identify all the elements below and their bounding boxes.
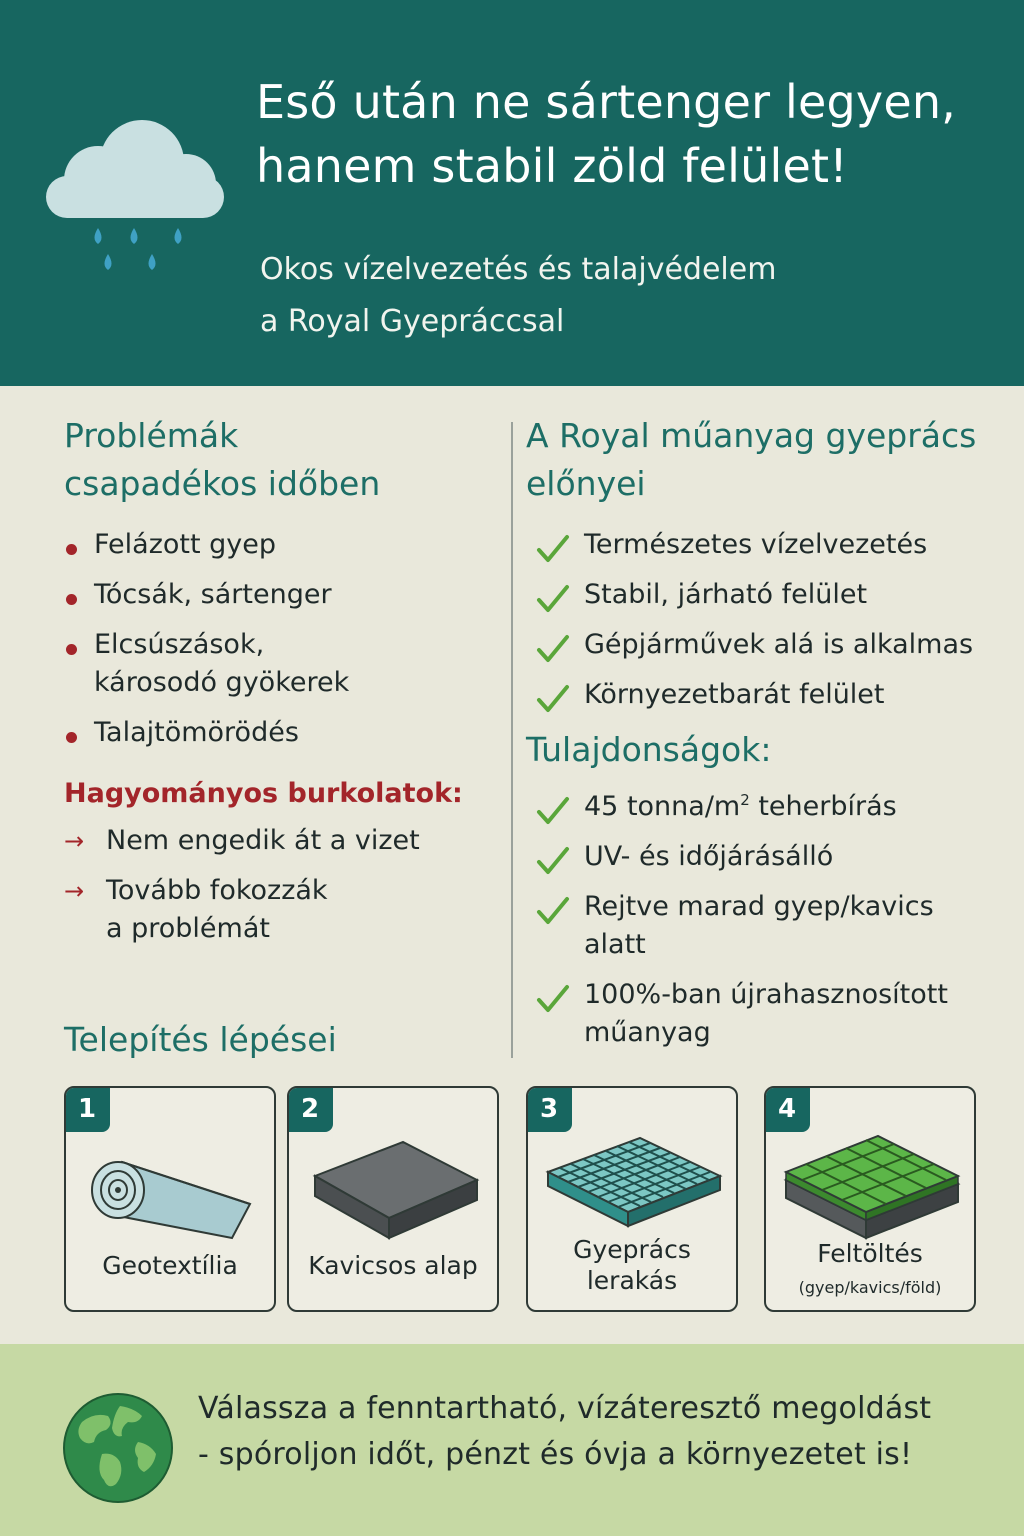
traditional-text: Nem engedik át a vizet bbox=[106, 825, 420, 856]
footer-line-1: Válassza a fenntartható, vízáteresztő megoldást bbox=[198, 1391, 932, 1426]
benefits-list bbox=[526, 526, 1016, 714]
traditional-text-line-2: a problémát bbox=[106, 913, 270, 944]
step-number: 3 bbox=[526, 1086, 572, 1132]
load-superscript: 2 bbox=[740, 791, 750, 809]
checkmark-icon bbox=[536, 532, 570, 566]
bullet-dot-icon bbox=[66, 644, 77, 655]
step-card-1 bbox=[64, 1086, 276, 1312]
benefit-text: Környezetbarát felület bbox=[584, 679, 885, 710]
benefit-text: Természetes vízelvezetés bbox=[584, 529, 928, 560]
bullet-dot-icon bbox=[66, 544, 77, 555]
traditional-text: Tovább fokozzák bbox=[106, 875, 328, 906]
gravel-base-icon bbox=[305, 1134, 485, 1244]
step-card-3 bbox=[526, 1086, 738, 1312]
title-line-2: hanem stabil zöld felület! bbox=[256, 139, 848, 193]
problems-heading bbox=[64, 412, 504, 508]
problem-text: Tócsák, sártenger bbox=[94, 579, 332, 610]
list-item bbox=[526, 676, 1016, 714]
problems-heading-line-2: csapadékos időben bbox=[64, 464, 381, 503]
step-label-note: (gyep/kavics/föld) bbox=[798, 1278, 942, 1297]
list-item bbox=[526, 576, 1016, 614]
checkmark-icon bbox=[536, 844, 570, 878]
step-label: Kavicsos alap bbox=[308, 1251, 478, 1280]
arrow-right-icon: → bbox=[64, 877, 85, 905]
checkmark-icon bbox=[536, 894, 570, 928]
footer-message bbox=[198, 1386, 1008, 1478]
problem-text: Elcsúszások, bbox=[94, 629, 265, 660]
checkmark-icon bbox=[536, 794, 570, 828]
properties-heading: Tulajdonságok: bbox=[526, 730, 772, 769]
list-item bbox=[526, 838, 1016, 876]
subtitle-line-2: a Royal Gyepráccsal bbox=[260, 304, 565, 339]
load-value: 45 tonna/m bbox=[584, 791, 741, 822]
load-suffix: teherbírás bbox=[749, 791, 897, 822]
step-label bbox=[766, 1238, 974, 1300]
list-item bbox=[526, 888, 1016, 964]
benefit-text: Gépjárművek alá is alkalmas bbox=[584, 629, 974, 660]
list-item bbox=[64, 872, 504, 948]
list-item bbox=[64, 714, 504, 752]
property-text-line-2: műanyag bbox=[584, 1017, 711, 1048]
problems-list bbox=[64, 526, 504, 752]
benefits-heading bbox=[526, 412, 1016, 508]
list-item bbox=[64, 526, 504, 564]
checkmark-icon bbox=[536, 582, 570, 616]
title-line-1: Eső után ne sártenger legyen, bbox=[256, 75, 957, 129]
footer-banner bbox=[0, 1344, 1024, 1536]
step-label-line-1: Feltöltés bbox=[817, 1239, 923, 1268]
left-column bbox=[64, 412, 504, 960]
globe-icon bbox=[62, 1392, 174, 1504]
step-number: 4 bbox=[764, 1086, 810, 1132]
step-label bbox=[528, 1234, 736, 1296]
traditional-heading: Hagyományos burkolatok: bbox=[64, 778, 463, 809]
geotextile-roll-icon bbox=[82, 1134, 262, 1244]
step-card-2 bbox=[287, 1086, 499, 1312]
footer-line-2: - spóroljon időt, pénzt és óvja a környezetet is! bbox=[198, 1437, 913, 1472]
rain-cloud-icon bbox=[40, 118, 230, 288]
list-item bbox=[526, 526, 1016, 564]
benefit-text: Stabil, járható felület bbox=[584, 579, 868, 610]
list-item bbox=[526, 976, 1016, 1052]
header-banner bbox=[0, 0, 1024, 386]
list-item bbox=[64, 576, 504, 614]
traditional-list bbox=[64, 822, 504, 948]
property-text-line-2: alatt bbox=[584, 929, 646, 960]
step-number: 2 bbox=[287, 1086, 333, 1132]
subtitle-line-1: Okos vízelvezetés és talajvédelem bbox=[260, 252, 777, 287]
step-number: 1 bbox=[64, 1086, 110, 1132]
column-divider bbox=[511, 422, 513, 1058]
subtitle bbox=[260, 244, 1000, 348]
properties-list bbox=[526, 788, 1016, 1052]
bullet-dot-icon bbox=[66, 732, 77, 743]
right-column bbox=[526, 412, 1016, 1064]
problem-text-line-2: károsodó gyökerek bbox=[94, 667, 350, 698]
steps-heading: Telepítés lépései bbox=[64, 1020, 337, 1059]
step-label: Geotextília bbox=[102, 1251, 238, 1280]
property-text: Rejtve marad gyep/kavics bbox=[584, 891, 934, 922]
grass-fill-icon bbox=[782, 1134, 962, 1244]
step-label-line-2: lerakás bbox=[586, 1266, 678, 1295]
property-text: 100%-ban újrahasznosított bbox=[584, 979, 948, 1010]
arrow-right-icon: → bbox=[64, 827, 85, 855]
problems-heading-line-1: Problémák bbox=[64, 416, 239, 455]
step-card-4 bbox=[764, 1086, 976, 1312]
list-item bbox=[526, 626, 1016, 664]
problem-text: Talajtömörödés bbox=[94, 717, 299, 748]
main-content bbox=[0, 386, 1024, 1344]
bullet-dot-icon bbox=[66, 594, 77, 605]
benefits-heading-line-1: A Royal műanyag gyeprács bbox=[526, 416, 977, 455]
checkmark-icon bbox=[536, 982, 570, 1016]
problem-text: Felázott gyep bbox=[94, 529, 277, 560]
list-item bbox=[64, 822, 504, 860]
checkmark-icon bbox=[536, 632, 570, 666]
benefits-heading-line-2: előnyei bbox=[526, 464, 646, 503]
grass-grid-icon bbox=[544, 1134, 724, 1244]
page-title bbox=[256, 70, 1016, 198]
step-label-line-1: Gyeprács bbox=[573, 1235, 691, 1264]
list-item bbox=[64, 626, 504, 702]
property-text: UV- és időjárásálló bbox=[584, 841, 834, 872]
list-item bbox=[526, 788, 1016, 826]
checkmark-icon bbox=[536, 682, 570, 716]
